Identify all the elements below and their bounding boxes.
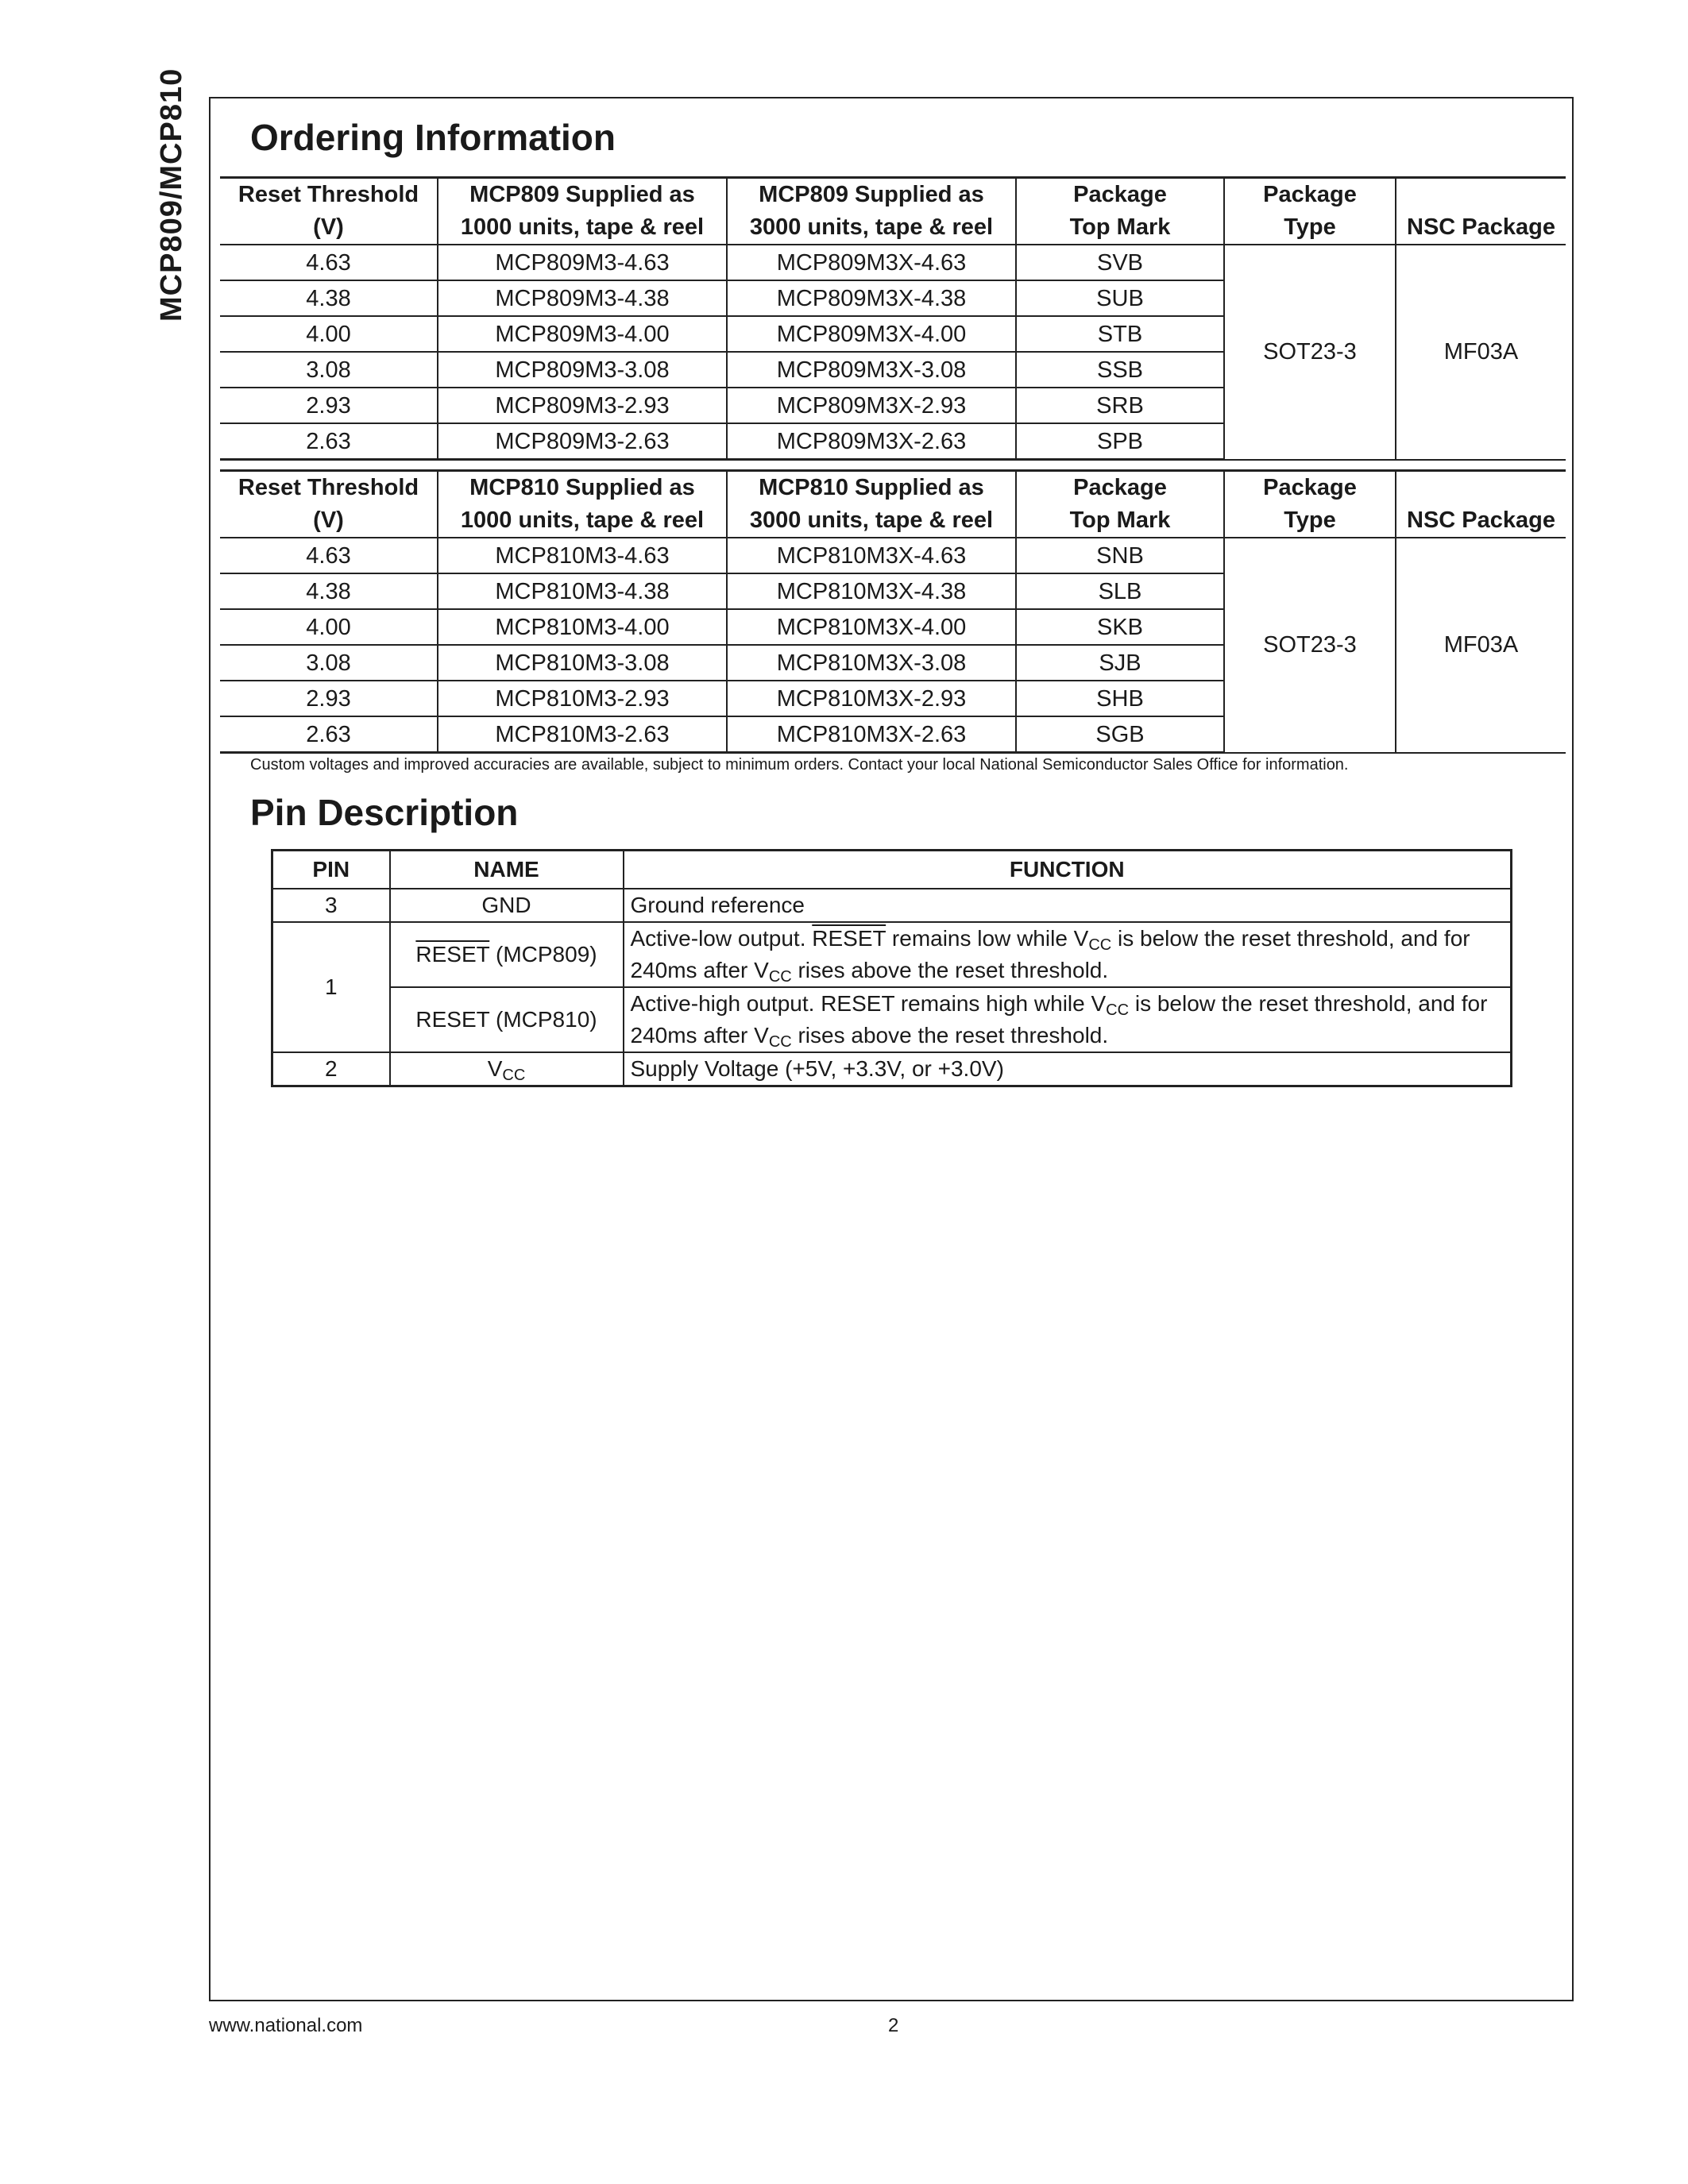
table-row xyxy=(220,538,1566,573)
top-mark-cell: SNB xyxy=(1016,538,1224,573)
part-3000-cell: MCP809M3X-3.08 xyxy=(727,352,1016,388)
pin-function: Supply Voltage (+5V, +3.3V, or +3.0V) xyxy=(624,1052,1512,1086)
part-3000-cell: MCP810M3X-4.38 xyxy=(727,573,1016,609)
pin-number: 2 xyxy=(272,1052,390,1086)
pin-number: 1 xyxy=(272,922,390,1052)
header-supplied-1000: MCP809 Supplied as 1000 units, tape & reel xyxy=(438,178,727,245)
top-mark-cell: SGB xyxy=(1016,716,1224,753)
ordering-footnote: Custom voltages and improved accuracies are available, subject to minimum orders. Contact your local National Semiconductor Sales Office for information. xyxy=(250,756,1349,774)
part-1000-cell: MCP810M3-3.08 xyxy=(438,645,727,681)
top-mark-cell: SRB xyxy=(1016,388,1224,423)
top-mark-cell: SKB xyxy=(1016,609,1224,645)
header-top-mark: Package Top Mark xyxy=(1016,178,1224,245)
side-title: MCP809/MCP810 xyxy=(155,68,188,322)
top-mark-cell: SLB xyxy=(1016,573,1224,609)
part-1000-cell: MCP809M3-4.38 xyxy=(438,280,727,316)
top-mark-cell: SSB xyxy=(1016,352,1224,388)
mcp809-ordering-table xyxy=(220,176,1566,461)
top-mark-cell: SJB xyxy=(1016,645,1224,681)
part-1000-cell: MCP810M3-2.93 xyxy=(438,681,727,716)
pin-name: GND xyxy=(390,889,624,922)
pin-function: Active-high output. RESET remains high while $V_{CC}$ is below the reset threshold, and for 240ms after $V_{CC}$ rises above the reset threshold. xyxy=(624,987,1512,1052)
pin-function: Ground reference xyxy=(624,889,1512,922)
package-type-cell: SOT23-3 xyxy=(1224,245,1396,460)
part-1000-cell: MCP810M3-4.00 xyxy=(438,609,727,645)
header-package-type: Package Type xyxy=(1224,178,1396,245)
threshold-cell: 4.00 xyxy=(220,316,438,352)
package-type-cell: SOT23-3 xyxy=(1224,538,1396,753)
part-1000-cell: MCP809M3-2.93 xyxy=(438,388,727,423)
pin-name: RESET (MCP809) xyxy=(390,922,624,987)
header-supplied-3000: MCP810 Supplied as 3000 units, tape & reel xyxy=(727,471,1016,538)
pin-description-heading: Pin Description xyxy=(250,792,519,833)
pin-description-table xyxy=(271,849,1512,1087)
part-1000-cell: MCP809M3-4.63 xyxy=(438,245,727,280)
nsc-package-cell: MF03A xyxy=(1396,245,1566,460)
threshold-cell: 2.93 xyxy=(220,388,438,423)
part-3000-cell: MCP809M3X-2.63 xyxy=(727,423,1016,460)
table-row xyxy=(272,1052,1512,1086)
header-top-mark: Package Top Mark xyxy=(1016,471,1224,538)
header-supplied-3000: MCP809 Supplied as 3000 units, tape & reel xyxy=(727,178,1016,245)
top-mark-cell: SPB xyxy=(1016,423,1224,460)
header-function: FUNCTION xyxy=(624,851,1512,889)
header-nsc-package: NSC Package xyxy=(1396,178,1566,245)
header-supplied-1000: MCP810 Supplied as 1000 units, tape & reel xyxy=(438,471,727,538)
top-mark-cell: SVB xyxy=(1016,245,1224,280)
part-3000-cell: MCP809M3X-2.93 xyxy=(727,388,1016,423)
footer-website: www.national.com xyxy=(209,2015,363,2036)
part-3000-cell: MCP810M3X-4.00 xyxy=(727,609,1016,645)
threshold-cell: 4.00 xyxy=(220,609,438,645)
pin-name: $V_{CC}$ xyxy=(390,1052,624,1086)
part-3000-cell: MCP809M3X-4.00 xyxy=(727,316,1016,352)
top-mark-cell: SHB xyxy=(1016,681,1224,716)
threshold-cell: 4.63 xyxy=(220,245,438,280)
part-3000-cell: MCP810M3X-2.63 xyxy=(727,716,1016,753)
part-3000-cell: MCP810M3X-3.08 xyxy=(727,645,1016,681)
part-3000-cell: MCP809M3X-4.63 xyxy=(727,245,1016,280)
table-row xyxy=(272,889,1512,922)
table-row xyxy=(220,245,1566,280)
threshold-cell: 3.08 xyxy=(220,352,438,388)
table-row xyxy=(272,987,1512,1052)
threshold-cell: 4.38 xyxy=(220,573,438,609)
part-3000-cell: MCP810M3X-4.63 xyxy=(727,538,1016,573)
header-package-type: Package Type xyxy=(1224,471,1396,538)
top-mark-cell: SUB xyxy=(1016,280,1224,316)
part-3000-cell: MCP809M3X-4.38 xyxy=(727,280,1016,316)
threshold-cell: 4.63 xyxy=(220,538,438,573)
part-3000-cell: MCP810M3X-2.93 xyxy=(727,681,1016,716)
header-name: NAME xyxy=(390,851,624,889)
table-row xyxy=(272,922,1512,987)
pin-number: 3 xyxy=(272,889,390,922)
threshold-cell: 2.93 xyxy=(220,681,438,716)
pin-function: Active-low output. RESET remains low while $V_{CC}$ is below the reset threshold, and for 240ms after $V_{CC}$ rises above the reset threshold. xyxy=(624,922,1512,987)
ordering-heading: Ordering Information xyxy=(250,117,616,158)
threshold-cell: 2.63 xyxy=(220,716,438,753)
header-reset-threshold: Reset Threshold (V) xyxy=(220,178,438,245)
part-1000-cell: MCP809M3-4.00 xyxy=(438,316,727,352)
part-1000-cell: MCP809M3-2.63 xyxy=(438,423,727,460)
part-1000-cell: MCP809M3-3.08 xyxy=(438,352,727,388)
header-nsc-package: NSC Package xyxy=(1396,471,1566,538)
mcp810-ordering-table xyxy=(220,469,1566,754)
threshold-cell: 4.38 xyxy=(220,280,438,316)
nsc-package-cell: MF03A xyxy=(1396,538,1566,753)
part-1000-cell: MCP810M3-4.38 xyxy=(438,573,727,609)
header-reset-threshold: Reset Threshold (V) xyxy=(220,471,438,538)
header-pin: PIN xyxy=(272,851,390,889)
pin-name: RESET (MCP810) xyxy=(390,987,624,1052)
part-1000-cell: MCP810M3-4.63 xyxy=(438,538,727,573)
page-number: 2 xyxy=(888,2015,899,2036)
threshold-cell: 3.08 xyxy=(220,645,438,681)
part-1000-cell: MCP810M3-2.63 xyxy=(438,716,727,753)
threshold-cell: 2.63 xyxy=(220,423,438,460)
top-mark-cell: STB xyxy=(1016,316,1224,352)
